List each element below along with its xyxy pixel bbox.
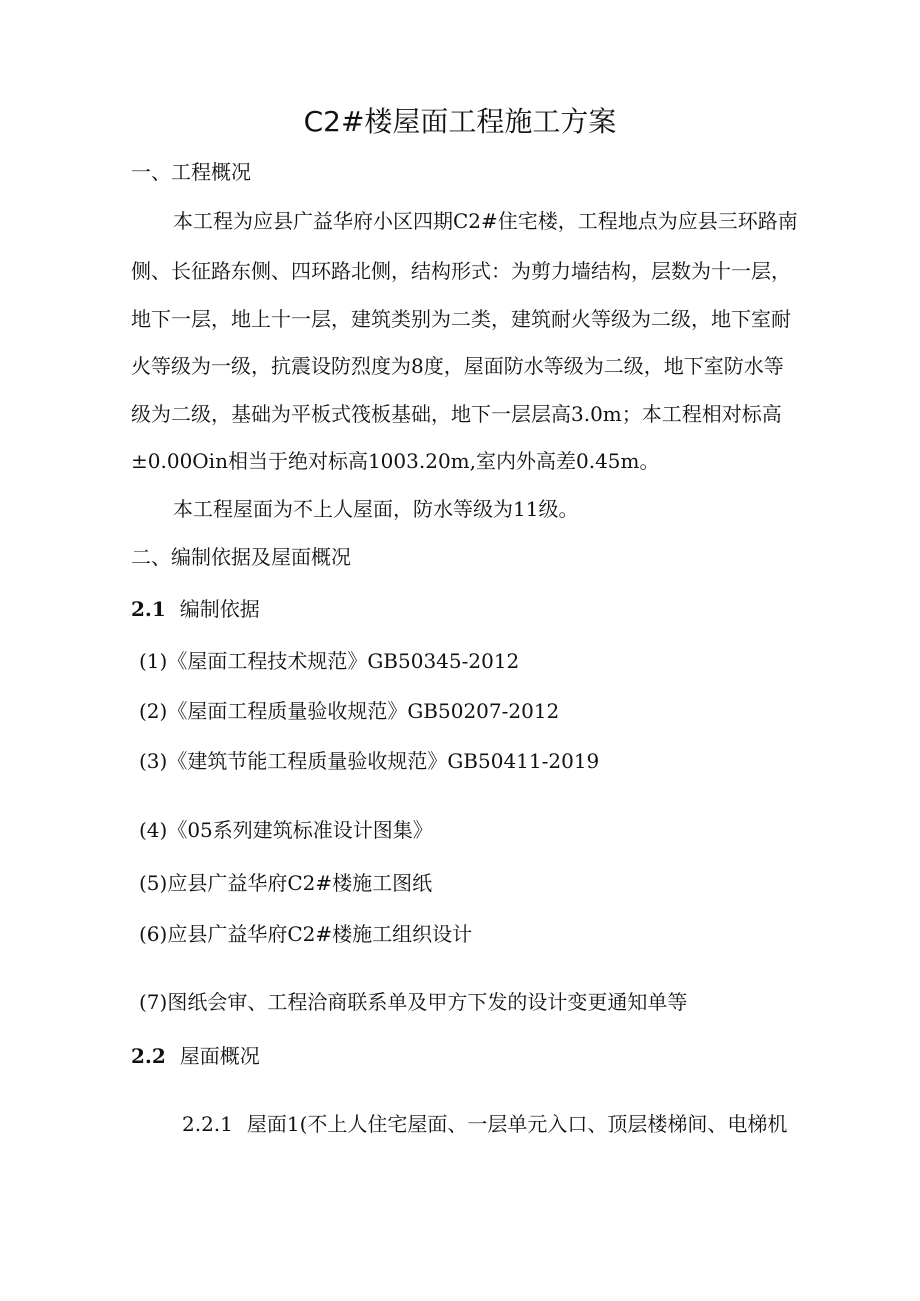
subsection-label: 屋面概况 bbox=[179, 1044, 260, 1068]
reference-item: (1)《屋面工程技术规范》GB50345-2012 bbox=[139, 649, 520, 673]
subsection-text: 屋面1(不上人住宅屋面、一层单元入口、顶层楼梯间、电梯机 bbox=[246, 1112, 788, 1136]
subsection-number: 2.2 bbox=[131, 1044, 166, 1068]
paragraph-line: ±0.00Oin相当于绝对标高1003.20m,室内外高差0.45m。 bbox=[131, 449, 660, 473]
subsection-label: 编制依据 bbox=[179, 597, 260, 621]
paragraph-line: 侧、长征路东侧、四环路北侧，结构形式：为剪力墙结构，层数为十一层， bbox=[131, 259, 791, 283]
section-heading-2: 二、编制依据及屋面概况 bbox=[131, 545, 351, 569]
paragraph-line: 本工程为应县广益华府小区四期C2#住宅楼，工程地点为应县三环路南 bbox=[173, 209, 798, 233]
reference-item: (6)应县广益华府C2#楼施工组织设计 bbox=[139, 922, 473, 946]
paragraph-line: 地下一层，地上十一层，建筑类别为二类，建筑耐火等级为二级，地下室耐 bbox=[131, 307, 791, 331]
paragraph: 本工程屋面为不上人屋面，防水等级为11级。 bbox=[173, 497, 579, 521]
subsection-heading-2-2 bbox=[131, 1044, 260, 1068]
subsection-number: 2.2.1 bbox=[182, 1112, 233, 1136]
paragraph-line: 火等级为一级，抗震设防烈度为8度，屋面防水等级为二级，地下室防水等 bbox=[131, 354, 784, 378]
subsection-number: 2.1 bbox=[131, 597, 166, 621]
reference-item: (2)《屋面工程质量验收规范》GB50207-2012 bbox=[139, 699, 560, 723]
reference-item: (7)图纸会审、工程洽商联系单及甲方下发的设计变更通知单等 bbox=[139, 990, 688, 1014]
document-title: C2#楼屋面工程施工方案 bbox=[303, 105, 617, 138]
reference-item: (5)应县广益华府C2#楼施工图纸 bbox=[139, 871, 433, 895]
paragraph-line: 级为二级，基础为平板式筏板基础，地下一层层高3.0m；本工程相对标高 bbox=[131, 402, 782, 426]
reference-item: (4)《05系列建筑标准设计图集》 bbox=[139, 818, 433, 842]
section-heading-1: 一、工程概况 bbox=[131, 160, 251, 184]
subsection-heading-2-1 bbox=[131, 597, 260, 621]
subsection-2-2-1 bbox=[182, 1112, 787, 1136]
reference-item: (3)《建筑节能工程质量验收规范》GB50411-2019 bbox=[139, 749, 600, 773]
